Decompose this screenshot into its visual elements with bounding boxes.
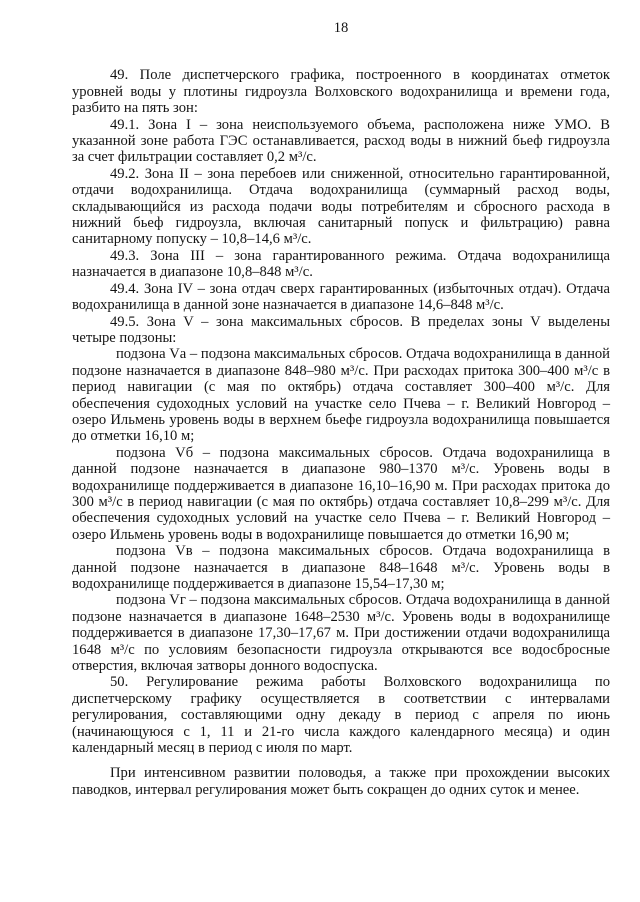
page-number: 18 — [333, 20, 349, 36]
subzone-va-paragraph: подзона Vа – подзона максимальных сбросов. Отдача водохранилища в данной подзоне назначается в диапазоне 848–980 м³/с. При расходах притока 300–400 м³/с в период навигации (с мая по октябрь) отдача составляет 300–400 м³/с. Для обеспечения судоходных условий на участке село Пчева – г. Великий Новгород – озеро Ильмень уровень воды в верхнем бьефе гидроузла водохранилища повышается до отметки 16,10 м; — [72, 346, 610, 445]
paragraph-49: 49. Поле диспетчерского графика, построенного в координатах отметок уровней воды у плотины гидроузла Волховского водохранилища и времени года, разбито на пять зон: — [72, 67, 610, 117]
paragraph-49-4: 49.4. Зона IV – зона отдач сверх гарантированных (избыточных отдач). Отдача водохранилища в данной зоне назначается в диапазоне 14,6–848 м³/с. — [72, 280, 610, 314]
paragraph-49-5: 49.5. Зона V – зона максимальных сбросов. В пределах зоны V выделены четыре подзоны: — [72, 313, 610, 346]
paragraph-49-2: 49.2. Зона II – зона перебоев или сниженной, относительно гарантированной, отдачи водохранилища. Отдача водохранилища (суммарный расход воды, складывающийся из расхода подачи воды потребителям и сбросного расхода в нижний бьеф гидроузла, включая санитарный попуск и фильтрацию) равна санитарному попуску – 10,8–14,6 м³/с. — [72, 165, 610, 248]
paragraph-flood-note: При интенсивном развитии половодья, а также при прохождении высоких паводков, интервал регулирования может быть сокращен до одних суток и менее. — [72, 765, 610, 798]
subzone-vg-paragraph: подзона Vг – подзона максимальных сбросов. Отдача водохранилища в данной подзоне назначается в диапазоне 1648–2530 м³/с. Уровень воды в водохранилище поддерживается в диапазоне 17,30–17,67 м. При достижении отдачи водохранилища 1648 м³/с по условиям безопасности гидроузла открываются все водосбросные отверстия, включая затворы донного водоспуска. — [72, 592, 610, 675]
subzone-vb-paragraph: подзона Vб – подзона максимальных сбросов. Отдача водохранилища в данной подзоне назначается в диапазоне 980–1370 м³/с. Уровень воды в водохранилище поддерживается в диапазоне 16,10–16,90 м. При расходах притока до 300 м³/с в период навигации (с мая по октябрь) отдача составляет 10,8–299 м³/с. Для обеспечения судоходных условий на участке село Пчева – г. Великий Новгород – озеро Ильмень уровень воды в водохранилище повышается до отметки 16,90 м; — [72, 444, 610, 543]
subzone-vv-paragraph: подзона Vв – подзона максимальных сбросов. Отдача водохранилища в данной подзоне назначается в диапазоне 848–1648 м³/с. Уровень воды в водохранилище поддерживается в диапазоне 15,54–17,30 м; — [72, 543, 610, 592]
paragraph-50: 50. Регулирование режима работы Волховского водохранилища по диспетчерскому графику осуществляется в соответствии с интервалами регулирования, составляющими одну декаду в период с апреля по июнь (начинающуюся с 1, 11 и 21-го числа каждого календарного месяца) и один календарный месяц в период с июля по март. — [72, 674, 610, 757]
paragraph-49-3: 49.3. Зона III – зона гарантированного режима. Отдача водохранилища назначается в диапазоне 10,8–848 м³/с. — [72, 247, 610, 281]
paragraph-49-1: 49.1. Зона I – зона неиспользуемого объема, расположена ниже УМО. В указанной зоне работа ГЭС останавливается, расход воды в нижний бьеф гидроузла за счет фильтрации составляет 0,2 м³/с. — [72, 116, 610, 166]
